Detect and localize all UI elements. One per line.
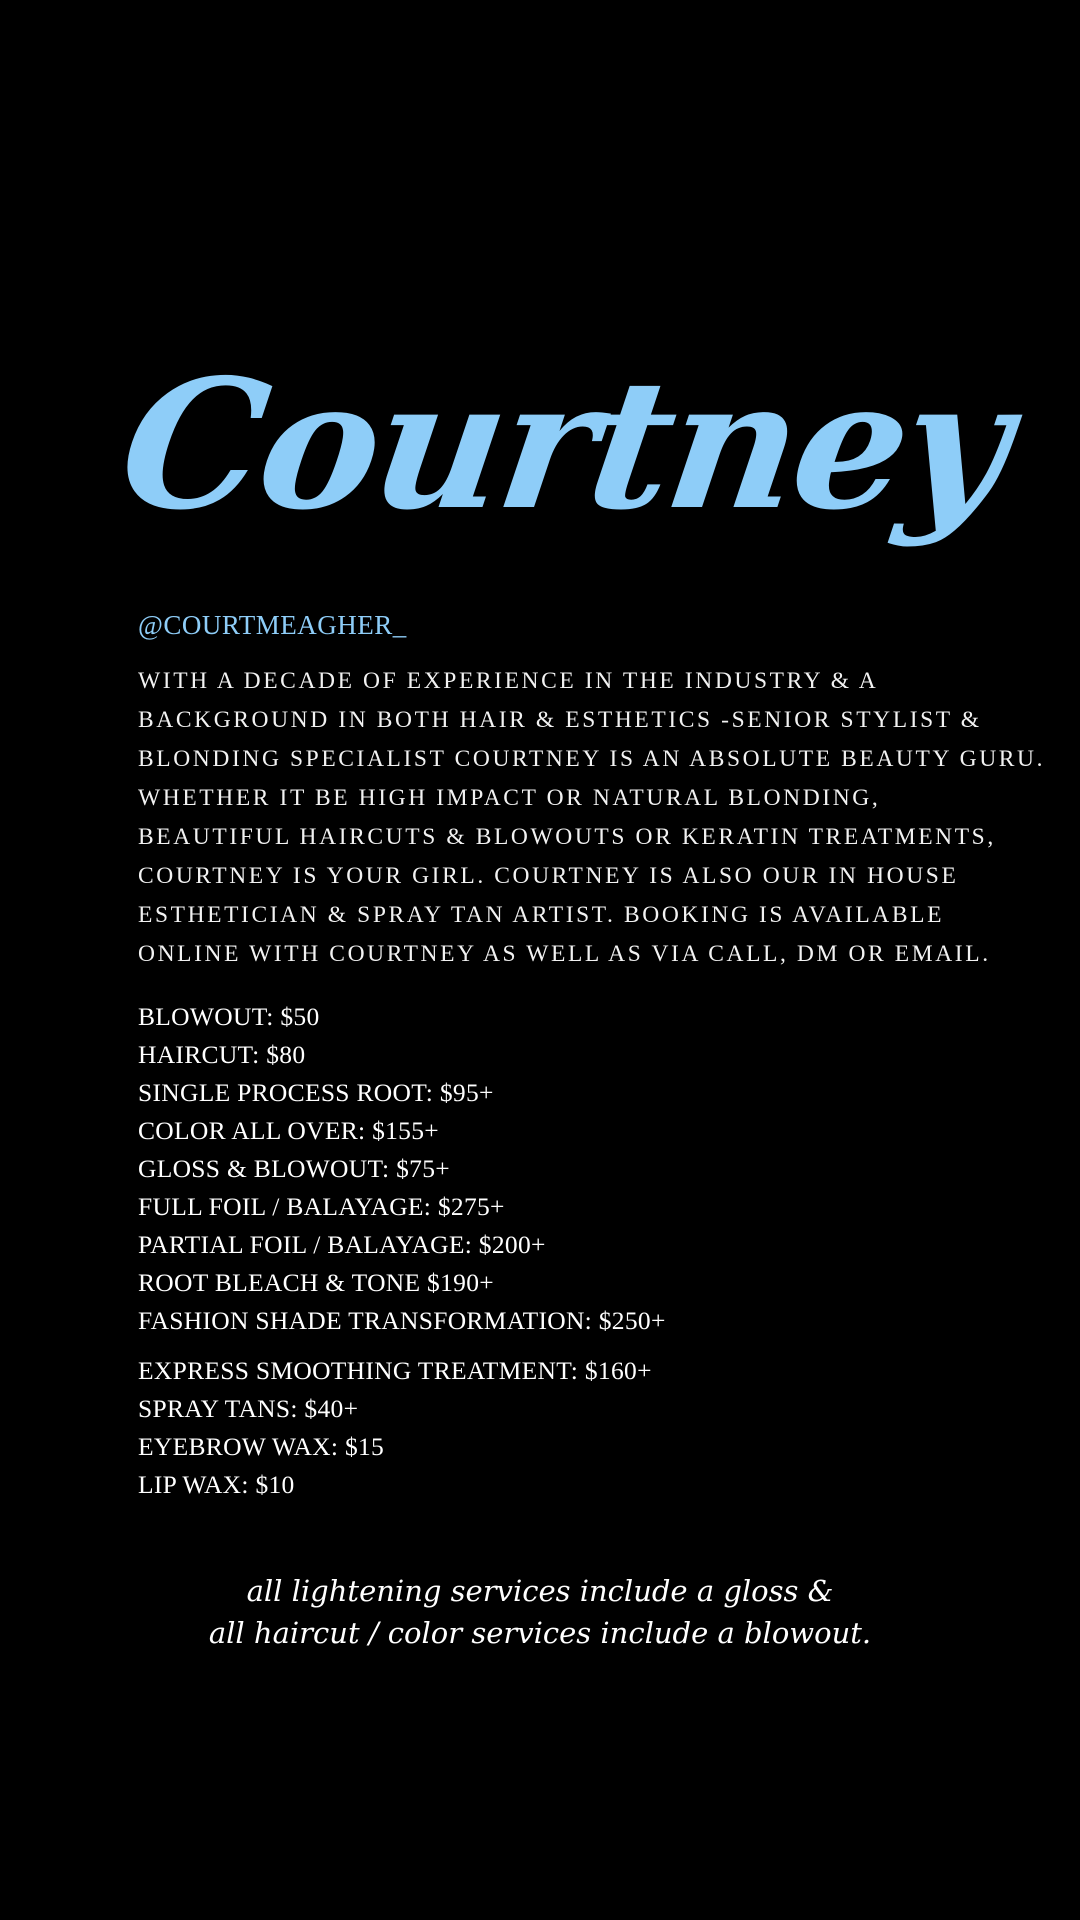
bio-line: ESTHETICIAN & SPRAY TAN ARTIST. BOOKING IS AVAILABLE bbox=[138, 902, 945, 928]
price-item: SINGLE PROCESS ROOT: $95+ bbox=[138, 1078, 494, 1107]
price-item: COLOR ALL OVER: $155+ bbox=[138, 1116, 439, 1145]
bio-line: COURTNEY IS YOUR GIRL. COURTNEY IS ALSO OUR IN HOUSE bbox=[138, 863, 959, 889]
bio-line: WHETHER IT BE HIGH IMPACT OR NATURAL BLONDING, bbox=[138, 785, 881, 811]
price-item: FASHION SHADE TRANSFORMATION: $250+ bbox=[138, 1306, 666, 1335]
price-item: GLOSS & BLOWOUT: $75+ bbox=[138, 1154, 450, 1183]
price-item: SPRAY TANS: $40+ bbox=[138, 1394, 359, 1423]
stylist-name-title: Courtney bbox=[109, 340, 1019, 549]
price-item: LIP WAX: $10 bbox=[138, 1470, 295, 1499]
price-item: FULL FOIL / BALAYAGE: $275+ bbox=[138, 1192, 505, 1221]
bio-line: WITH A DECADE OF EXPERIENCE IN THE INDUSTRY & A bbox=[138, 668, 879, 694]
price-item: HAIRCUT: $80 bbox=[138, 1040, 306, 1069]
price-item: ROOT BLEACH & TONE $190+ bbox=[138, 1268, 494, 1297]
footnote-line: all lightening services include a gloss & bbox=[246, 1574, 834, 1608]
price-item: PARTIAL FOIL / BALAYAGE: $200+ bbox=[138, 1230, 546, 1259]
footnote-line: all haircut / color services include a blowout. bbox=[208, 1616, 872, 1650]
bio-line: BACKGROUND IN BOTH HAIR & ESTHETICS -SENIOR STYLIST & bbox=[138, 707, 982, 733]
instagram-handle: @COURTMEAGHER_ bbox=[138, 610, 407, 640]
bio-line: ONLINE WITH COURTNEY AS WELL AS VIA CALL, DM OR EMAIL. bbox=[138, 941, 991, 967]
other-services-price-list bbox=[138, 1352, 938, 1504]
price-item: EXPRESS SMOOTHING TREATMENT: $160+ bbox=[138, 1356, 652, 1385]
services-footnote bbox=[0, 1570, 1080, 1654]
bio-line: BLONDING SPECIALIST COURTNEY IS AN ABSOLUTE BEAUTY GURU. bbox=[138, 746, 1046, 772]
bio-line: BEAUTIFUL HAIRCUTS & BLOWOUTS OR KERATIN TREATMENTS, bbox=[138, 824, 996, 850]
price-item: BLOWOUT: $50 bbox=[138, 1002, 320, 1031]
bio-paragraph bbox=[138, 662, 1046, 974]
price-item: EYEBROW WAX: $15 bbox=[138, 1432, 385, 1461]
hair-services-price-list bbox=[138, 998, 938, 1340]
